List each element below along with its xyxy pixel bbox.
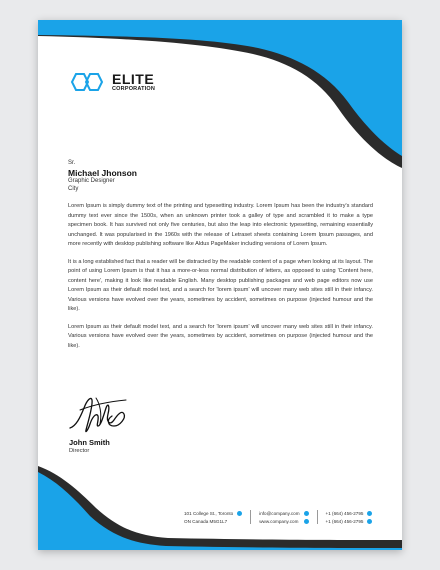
recipient-block (68, 160, 137, 193)
phone-icon (367, 511, 372, 516)
phone-block (326, 510, 373, 526)
company-logo (70, 72, 155, 93)
location-icon (237, 511, 242, 519)
signatory-name: John Smith (69, 438, 110, 447)
logo-subtitle: CORPORATION (112, 86, 156, 92)
phone-number: +1 (664) 456-2795 (325, 511, 364, 516)
fax-icon (367, 519, 372, 524)
email-icon (304, 511, 309, 516)
recipient-name: Michael Jhonson (68, 167, 137, 178)
footer-divider (250, 510, 251, 524)
web-icon (304, 519, 309, 524)
recipient-city: City (68, 185, 79, 192)
email-address[interactable]: info@company.com (259, 511, 300, 516)
letterhead-page (38, 20, 402, 550)
letter-body (68, 202, 373, 359)
address-line-1: 101 College St., Toronto (184, 511, 234, 516)
recipient-title: Graphic Designer (68, 178, 115, 185)
body-paragraph: Lorem Ipsum is simply dummy text of the printing and typesetting industry. Lorem Ipsum has been the industry's standard dummy text ever since the 1500s, when an unknown printer took a galley of type and scrambled it to make a type specimen book. It has survived not only five centuries, but also the leap into electronic typesetting, remaining essentially unchanged. It was popularised in the 1960s with the release of Letraset sheets containing Lorem Ipsum passages, and more recently with desktop publishing software like Aldus PageMaker including versions of Lorem Ipsum. (68, 203, 373, 247)
address-block (184, 510, 242, 525)
handwritten-signature (66, 392, 136, 436)
body-paragraph: Lorem Ipsum as their default model text, and a search for 'lorem ipsum' will uncover many web sites still in their infancy. Various versions have evolved over the years, sometimes by accident, sometimes on purpose (injected humour and the like). (68, 323, 373, 349)
phone-number: +1 (664) 456-2795 (325, 518, 364, 524)
contact-footer (184, 510, 372, 526)
hexagon-logo-icon (70, 72, 106, 92)
signatory-role: Director (69, 448, 90, 454)
body-paragraph: It is a long established fact that a reader will be distracted by the readable content of a page when looking at its layout. The point of using Lorem Ipsum is that it has a more-or-less normal distribution of letters, as opposed to using 'Content here, content here', making it look like readable English. Many desktop publishing packages and web page editors now use Lorem Ipsum as their default model text, and a search for 'lorem ipsum' will uncover many web sites still in their infancy. Various versions have evolved over the years, sometimes by accident, sometimes on purpose (injected humour and the like). (68, 258, 373, 312)
website-link[interactable]: www.company.com (259, 518, 299, 524)
logo-title: ELITE (112, 71, 155, 87)
recipient-salutation: Sr. (68, 160, 76, 166)
address-line-2: ON Canada M5G1L7 (184, 518, 228, 524)
footer-divider (317, 510, 318, 524)
email-block (259, 510, 308, 526)
